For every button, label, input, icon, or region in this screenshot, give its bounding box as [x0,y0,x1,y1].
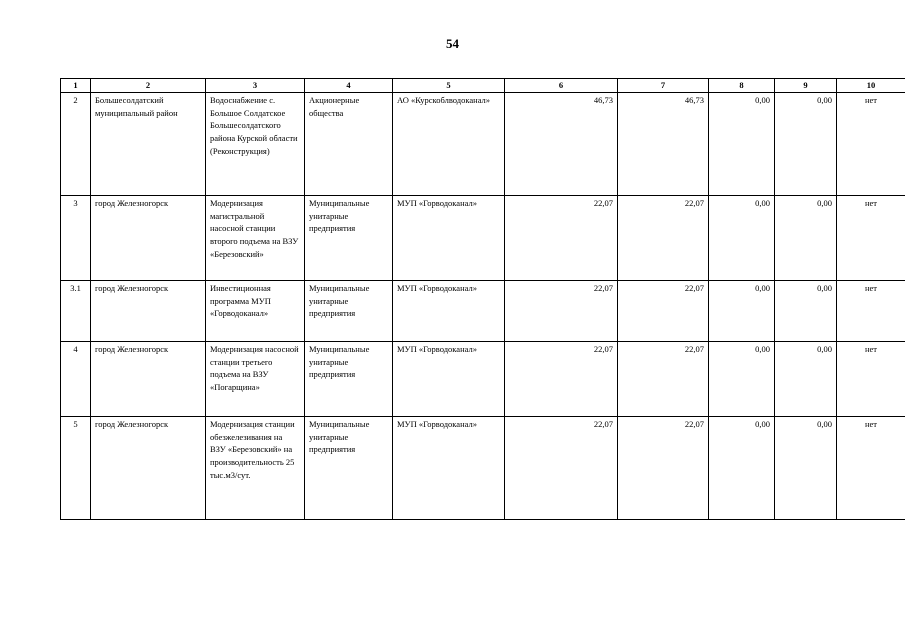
table-row [61,341,905,416]
org-type-cell: Муниципальные унитарные предприятия [305,416,393,519]
column-header: 10 [837,79,905,93]
value-cell-6: 22,07 [505,195,618,280]
org-type-cell: Муниципальные унитарные предприятия [305,195,393,280]
column-header: 9 [775,79,837,93]
value-cell-9: 0,00 [775,280,837,341]
value-cell-6: 46,73 [505,92,618,195]
organization-cell: МУП «Горводоканал» [393,416,505,519]
value-cell-7: 22,07 [618,416,709,519]
value-cell-9: 0,00 [775,195,837,280]
row-number: 3 [61,195,91,280]
column-header: 1 [61,79,91,93]
organization-cell: АО «Курскоблводоканал» [393,92,505,195]
table-row [61,280,905,341]
page-number: 54 [446,36,459,51]
header-row [61,79,905,93]
value-cell-9: 0,00 [775,416,837,519]
table-row [61,195,905,280]
organization-cell: МУП «Горводоканал» [393,195,505,280]
row-number: 3.1 [61,280,91,341]
table-row [61,92,905,195]
column-header: 4 [305,79,393,93]
value-cell-6: 22,07 [505,416,618,519]
flag-cell: нет [837,195,905,280]
value-cell-8: 0,00 [709,280,775,341]
flag-cell: нет [837,416,905,519]
value-cell-8: 0,00 [709,341,775,416]
column-header: 5 [393,79,505,93]
value-cell-7: 22,07 [618,195,709,280]
territory-cell: город Железногорск [91,280,206,341]
row-number: 4 [61,341,91,416]
value-cell-8: 0,00 [709,92,775,195]
flag-cell: нет [837,280,905,341]
value-cell-7: 22,07 [618,341,709,416]
column-header: 7 [618,79,709,93]
flag-cell: нет [837,341,905,416]
row-number: 2 [61,92,91,195]
value-cell-8: 0,00 [709,195,775,280]
column-header: 2 [91,79,206,93]
project-cell: Водоснабжение с. Большое Солдатское Большесолдатского района Курской области (Реконструкция) [206,92,305,195]
column-header: 6 [505,79,618,93]
value-cell-6: 22,07 [505,341,618,416]
organization-cell: МУП «Горводоканал» [393,280,505,341]
project-cell: Инвестиционная программа МУП «Горводоканал» [206,280,305,341]
row-number: 5 [61,416,91,519]
value-cell-9: 0,00 [775,92,837,195]
org-type-cell: Муниципальные унитарные предприятия [305,341,393,416]
territory-cell: город Железногорск [91,416,206,519]
org-type-cell: Муниципальные унитарные предприятия [305,280,393,341]
value-cell-7: 22,07 [618,280,709,341]
value-cell-6: 22,07 [505,280,618,341]
territory-cell: город Железногорск [91,341,206,416]
project-cell: Модернизация насосной станции третьего подъема на ВЗУ «Погарщина» [206,341,305,416]
territory-cell: город Железногорск [91,195,206,280]
value-cell-9: 0,00 [775,341,837,416]
investment-table [60,78,905,520]
org-type-cell: Акционерные общества [305,92,393,195]
project-cell: Модернизация станции обезжелезивания на ВЗУ «Березовский» на производительность 25 тыс.м3/сут. [206,416,305,519]
value-cell-8: 0,00 [709,416,775,519]
territory-cell: Большесолдатский муниципальный район [91,92,206,195]
flag-cell: нет [837,92,905,195]
column-header: 8 [709,79,775,93]
value-cell-7: 46,73 [618,92,709,195]
project-cell: Модернизация магистральной насосной станции второго подъема на ВЗУ «Березовский» [206,195,305,280]
table-row [61,416,905,519]
organization-cell: МУП «Горводоканал» [393,341,505,416]
column-header: 3 [206,79,305,93]
